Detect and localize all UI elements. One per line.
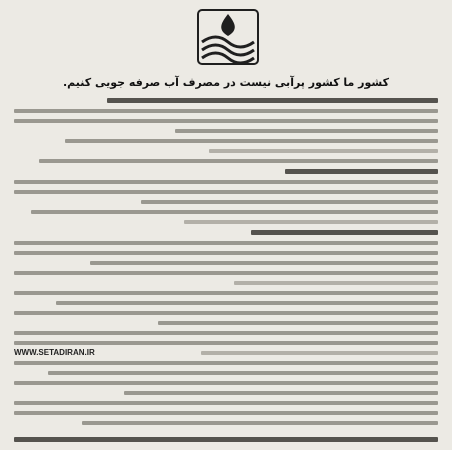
notice-body [14,98,438,440]
water-company-logo-icon [196,8,260,66]
notice-header [0,0,452,92]
notice-title: کشور ما کشور پرآبی نیست در مصرف آب صرفه جویی کنیم. [62,76,390,89]
website-link[interactable]: WWW.SETADIRAN.IR [14,348,95,357]
footer-divider [14,437,438,442]
